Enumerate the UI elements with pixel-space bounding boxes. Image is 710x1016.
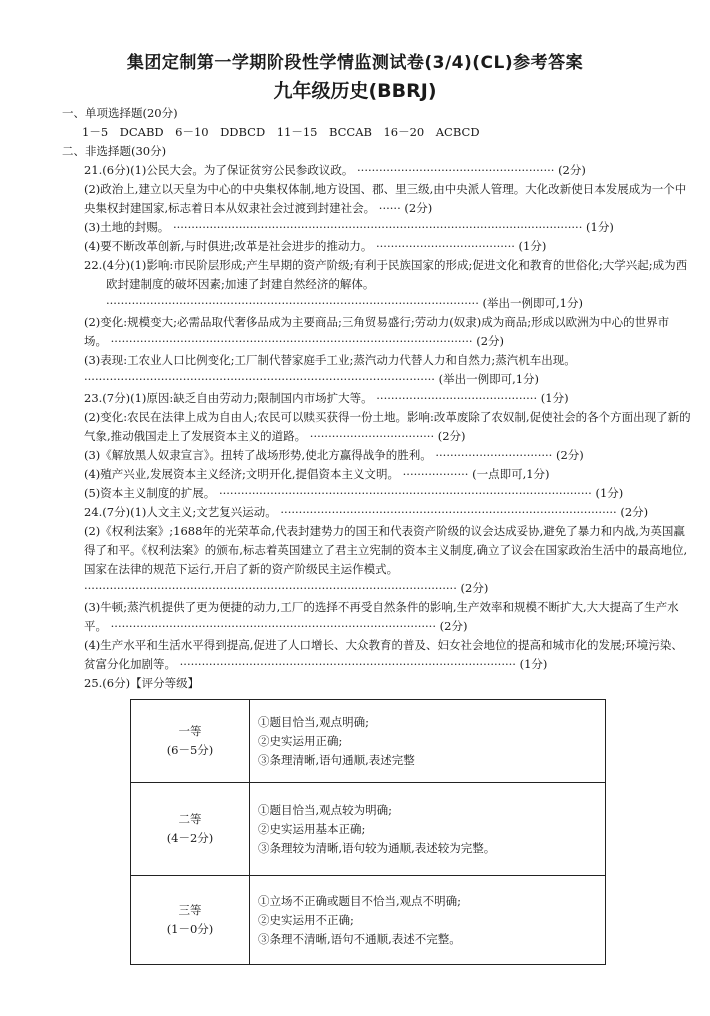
page-title: 集团定制第一学期阶段性学情监测试卷(3/4)(CL)参考答案 <box>126 53 584 73</box>
answer-content <box>62 104 692 965</box>
page-subtitle: 九年级历史(BBRJ) <box>273 80 437 102</box>
answer-line: (2)《权利法案》;1688年的光荣革命,代表封建势力的国王和代表资产阶级的议会达成妥协,避免了暴力和内战,为英国赢得了和平。《权利法案》的颁布,标志着英国建立了君主立宪制的资本主义制度,确立了议会在国家政治生活中的最高地位,国家在法律的规范下运行,开启了新的资产阶级民主运作模式。 ······································································································ (2分) <box>84 524 688 595</box>
grade-range: (1－0分) <box>166 922 214 936</box>
section-heading-single-choice: 一、单项选择题(20分) <box>62 106 178 120</box>
grade-range: (6－5分) <box>166 743 214 757</box>
answer-line: (3)土地的封赐。 ················································································································ (1分) <box>84 220 614 234</box>
criterion: ①题目恰当,观点较为明确; <box>258 802 393 817</box>
answer-line: 21.(6分)(1)公民大会。为了保证贫穷公民参政议政。 ······················································ (2分) <box>84 163 586 177</box>
answer-line: (4)生产水平和生活水平得到提高,促进了人口增长、大众教育的普及、妇女社会地位的提高和城市化的发展;环境污染、贫富分化加剧等。 ···························································································· (1分) <box>84 638 683 671</box>
criterion: ③条理较为清晰,语句较为通顺,表述较为完整。 <box>258 840 496 855</box>
answer-line: 23.(7分)(1)原因:缺乏自由劳动力;限制国内市场扩大等。 ············································ (1分) <box>84 391 569 405</box>
question-25 <box>84 674 692 965</box>
grading-row <box>131 783 606 876</box>
grade-name: 二等 <box>178 812 202 826</box>
criteria-cell <box>250 876 606 965</box>
grading-row <box>131 876 606 965</box>
grade-name: 一等 <box>178 724 202 738</box>
question-23 <box>84 389 692 503</box>
grade-cell <box>131 783 250 876</box>
criteria-cell <box>250 783 606 876</box>
criterion: ③条理不清晰,语句不通顺,表述不完整。 <box>258 931 461 946</box>
grade-cell <box>131 700 250 783</box>
answer-line: (2)变化:规模变大;必需品取代奢侈品成为主要商品;三角贸易盛行;劳动力(奴隶)成为商品;形成以欧洲为中心的世界市场。 ··································································································· (2分) <box>84 315 670 348</box>
criterion: ②史实运用不正确; <box>258 912 354 927</box>
question-22 <box>84 256 692 389</box>
answer-line: (2)政治上,建立以天皇为中心的中央集权体制,地方设国、郡、里三级,由中央派人管理。大化改新使日本发展成为一个中央集权封建国家,标志着日本从奴隶社会过渡到封建社会。 ······ (2分) <box>84 182 687 215</box>
question-24 <box>84 503 692 674</box>
answer-line: (5)资本主义制度的扩展。 ······································································································ (1分) <box>84 486 624 500</box>
criterion: ②史实运用基本正确; <box>258 821 366 836</box>
answer-line: (2)变化:农民在法律上成为自由人;农民可以赎买获得一份土地。影响:改革废除了农奴制,促使社会的各个方面出现了新的气象,推动俄国走上了发展资本主义的道路。 ·································· (2分) <box>84 410 691 443</box>
single-choice-answers: 1－5 DCABD 6－10 DDBCD 11－15 BCCAB 16－20 ACBCD <box>82 125 480 139</box>
answer-line: 24.(7分)(1)人文主义;文艺复兴运动。 ···························································································· (2分) <box>84 505 649 519</box>
grade-name: 三等 <box>178 903 202 917</box>
criterion: ③条理清晰,语句通顺,表述完整 <box>258 752 415 767</box>
criterion: ①题目恰当,观点明确; <box>258 714 370 729</box>
section-heading-non-choice: 二、非选择题(30分) <box>62 144 167 158</box>
answer-line: (3)表现:工农业人口比例变化;工厂制代替家庭手工业;蒸汽动力代替人力和自然力;蒸汽机车出现。 ································································································ (举出一例即可,1分) <box>84 353 576 386</box>
answer-line: 22.(4分)(1)影响:市民阶层形成;产生早期的资产阶级;有利于民族国家的形成;促进文化和教育的世俗化;大学兴起;成为西欧封建制度的破坏因素;加速了封建自然经济的解体。 ······································································································ (举出一例即可,1分) <box>84 258 688 310</box>
criterion: ②史实运用正确; <box>258 733 343 748</box>
answer-line: (4)要不断改革创新,与时俱进;改革是社会进步的推动力。 ······································ (1分) <box>84 239 547 253</box>
criterion: ①立场不正确或题目不恰当,观点不明确; <box>258 893 462 908</box>
grade-range: (4－2分) <box>166 831 214 845</box>
grading-table <box>130 699 606 965</box>
grade-cell <box>131 876 250 965</box>
answer-line: (4)殖产兴业,发展资本主义经济;文明开化,提倡资本主义文明。 ·················· (一点即可,1分) <box>84 467 550 481</box>
question-21 <box>84 161 692 256</box>
criteria-cell <box>250 700 606 783</box>
grading-row <box>131 700 606 783</box>
answer-line: (3)牛顿;蒸汽机提供了更为便捷的动力,工厂的选择不再受自然条件的影响,生产效率和规模不断扩大,大大提高了生产水平。 ························································································· (2分) <box>84 600 679 633</box>
question-25-heading: 25.(6分)【评分等级】 <box>84 676 200 690</box>
answer-line: (3)《解放黑人奴隶宣言》。扭转了战场形势,使北方赢得战争的胜利。 ································ (2分) <box>84 448 584 462</box>
